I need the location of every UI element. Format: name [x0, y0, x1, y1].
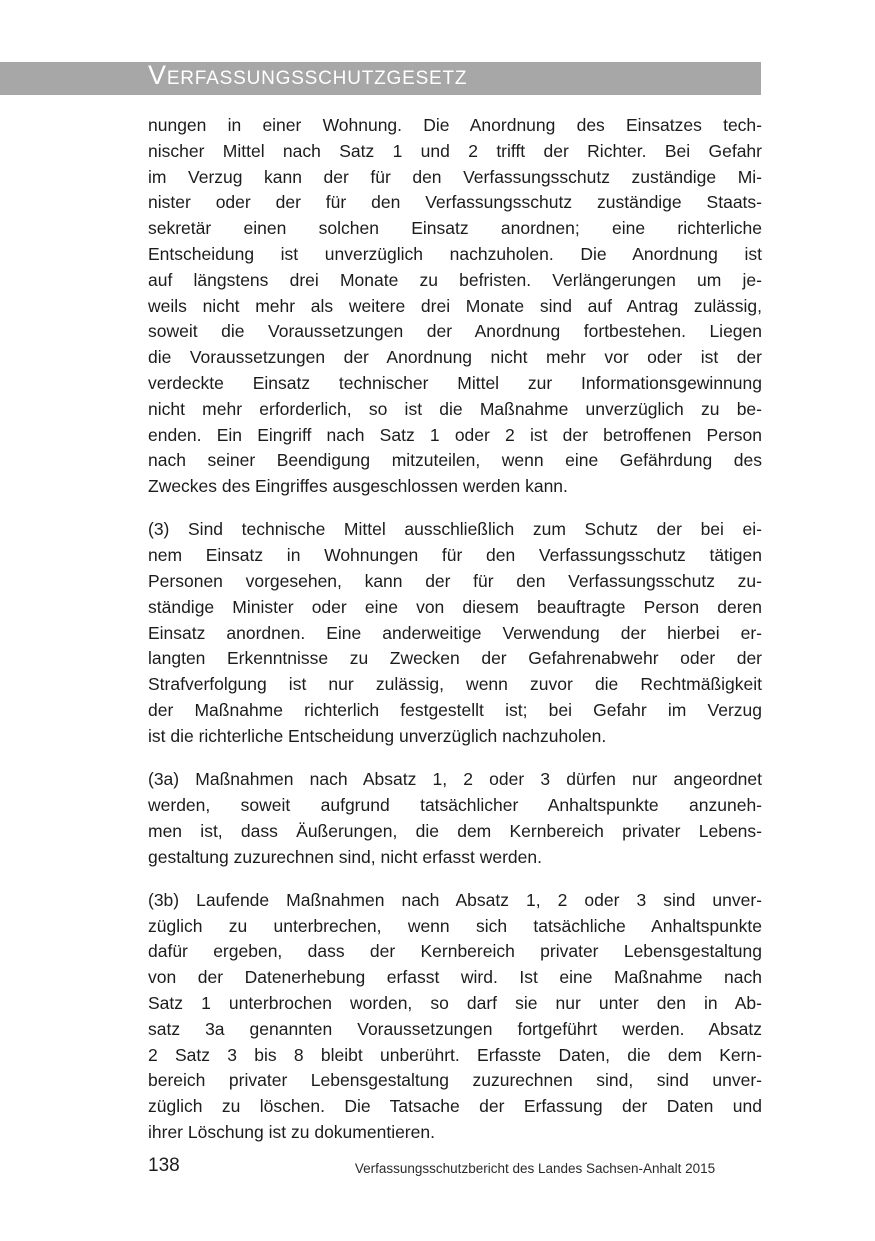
- footer-report-title: Verfassungsschutzbericht des Landes Sachsen-Anhalt 2015: [354, 1161, 716, 1176]
- paragraph: [148, 113, 762, 500]
- text-line: weils nicht mehr als weitere drei Monate sind auf Antrag zulässig,: [148, 295, 762, 316]
- text-line: men ist, dass Äußerungen, die dem Kernbereich privater Lebens-: [148, 820, 762, 841]
- section-header-bar: [0, 62, 761, 95]
- text-line: züglich zu löschen. Die Tatsache der Erfassung der Daten und: [148, 1096, 762, 1117]
- text-line: werden, soweit aufgrund tatsächlicher Anhaltspunkte anzuneh-: [148, 794, 762, 815]
- text-line: Zweckes des Eingriffes ausgeschlossen werden kann.: [148, 476, 568, 497]
- text-line: nicht mehr erforderlich, so ist die Maßnahme unverzüglich zu be-: [148, 398, 762, 419]
- text-line: nungen in einer Wohnung. Die Anordnung des Einsatzes tech-: [148, 115, 762, 135]
- section-title: [148, 60, 467, 91]
- text-line: (3) Sind technische Mittel ausschließlich zum Schutz der bei ei-: [148, 519, 762, 540]
- text-line: 2 Satz 3 bis 8 bleibt unberührt. Erfasste Daten, die dem Kern-: [148, 1044, 762, 1065]
- text-line: Strafverfolgung ist nur zulässig, wenn zuvor die Rechtmäßigkeit: [148, 674, 762, 695]
- text-line: dafür ergeben, dass der Kernbereich privater Lebensgestaltung: [148, 941, 762, 962]
- text-line: Personen vorgesehen, kann der für den Verfassungsschutz zu-: [148, 571, 762, 592]
- text-line: nach seiner Beendigung mitzuteilen, wenn eine Gefährdung des: [148, 450, 762, 471]
- body-text: [148, 113, 762, 1163]
- text-line: der Maßnahme richterlich festgestellt ist; bei Gefahr im Verzug: [148, 700, 762, 721]
- paragraph: [148, 888, 762, 1146]
- text-line: (3b) Laufende Maßnahmen nach Absatz 1, 2 oder 3 sind unver-: [148, 889, 762, 910]
- section-title-rest: ERFASSUNGSSCHUTZGESETZ: [166, 68, 468, 89]
- text-line: sekretär einen solchen Einsatz anordnen; eine richterliche: [148, 218, 762, 239]
- text-line: langten Erkenntnisse zu Zwecken der Gefahrenabwehr oder der: [148, 648, 762, 669]
- text-line: ständige Minister oder eine von diesem beauftragte Person deren: [148, 596, 762, 617]
- text-line: züglich zu unterbrechen, wenn sich tatsächliche Anhaltspunkte: [148, 915, 762, 936]
- paragraph: [148, 517, 762, 749]
- text-line: ist die richterliche Entscheidung unverzüglich nachzuholen.: [148, 725, 607, 746]
- page-number: 138: [148, 1155, 180, 1176]
- text-line: soweit die Voraussetzungen der Anordnung fortbestehen. Liegen: [148, 321, 762, 342]
- text-line: im Verzug kann der für den Verfassungsschutz zuständige Mi-: [148, 166, 762, 187]
- text-line: Einsatz anordnen. Eine anderweitige Verwendung der hierbei er-: [148, 622, 762, 643]
- text-line: gestaltung zuzurechnen sind, nicht erfasst werden.: [148, 846, 542, 867]
- text-line: Entscheidung ist unverzüglich nachzuholen. Die Anordnung ist: [148, 243, 762, 264]
- text-line: ihrer Löschung ist zu dokumentieren.: [148, 1121, 435, 1142]
- text-line: (3a) Maßnahmen nach Absatz 1, 2 oder 3 dürfen nur angeordnet: [148, 769, 762, 790]
- text-line: verdeckte Einsatz technischer Mittel zur Informationsgewinnung: [148, 372, 762, 393]
- text-line: satz 3a genannten Voraussetzungen fortgeführt werden. Absatz: [148, 1018, 762, 1039]
- text-line: die Voraussetzungen der Anordnung nicht mehr vor oder ist der: [148, 347, 762, 368]
- text-line: Satz 1 unterbrochen worden, so darf sie nur unter den in Ab-: [148, 993, 762, 1013]
- text-line: nem Einsatz in Wohnungen für den Verfassungsschutz tätigen: [148, 545, 762, 566]
- section-title-initial: V: [148, 60, 167, 90]
- text-line: nister oder der für den Verfassungsschutz zuständige Staats-: [148, 192, 762, 213]
- paragraph: [148, 767, 762, 870]
- text-line: bereich privater Lebensgestaltung zuzurechnen sind, sind unver-: [148, 1070, 762, 1091]
- text-line: nischer Mittel nach Satz 1 und 2 trifft der Richter. Bei Gefahr: [148, 140, 762, 161]
- text-line: auf längstens drei Monate zu befristen. Verlängerungen um je-: [148, 269, 762, 290]
- text-line: enden. Ein Eingriff nach Satz 1 oder 2 ist der betroffenen Person: [148, 424, 762, 445]
- text-line: von der Datenerhebung erfasst wird. Ist eine Maßnahme nach: [148, 967, 762, 988]
